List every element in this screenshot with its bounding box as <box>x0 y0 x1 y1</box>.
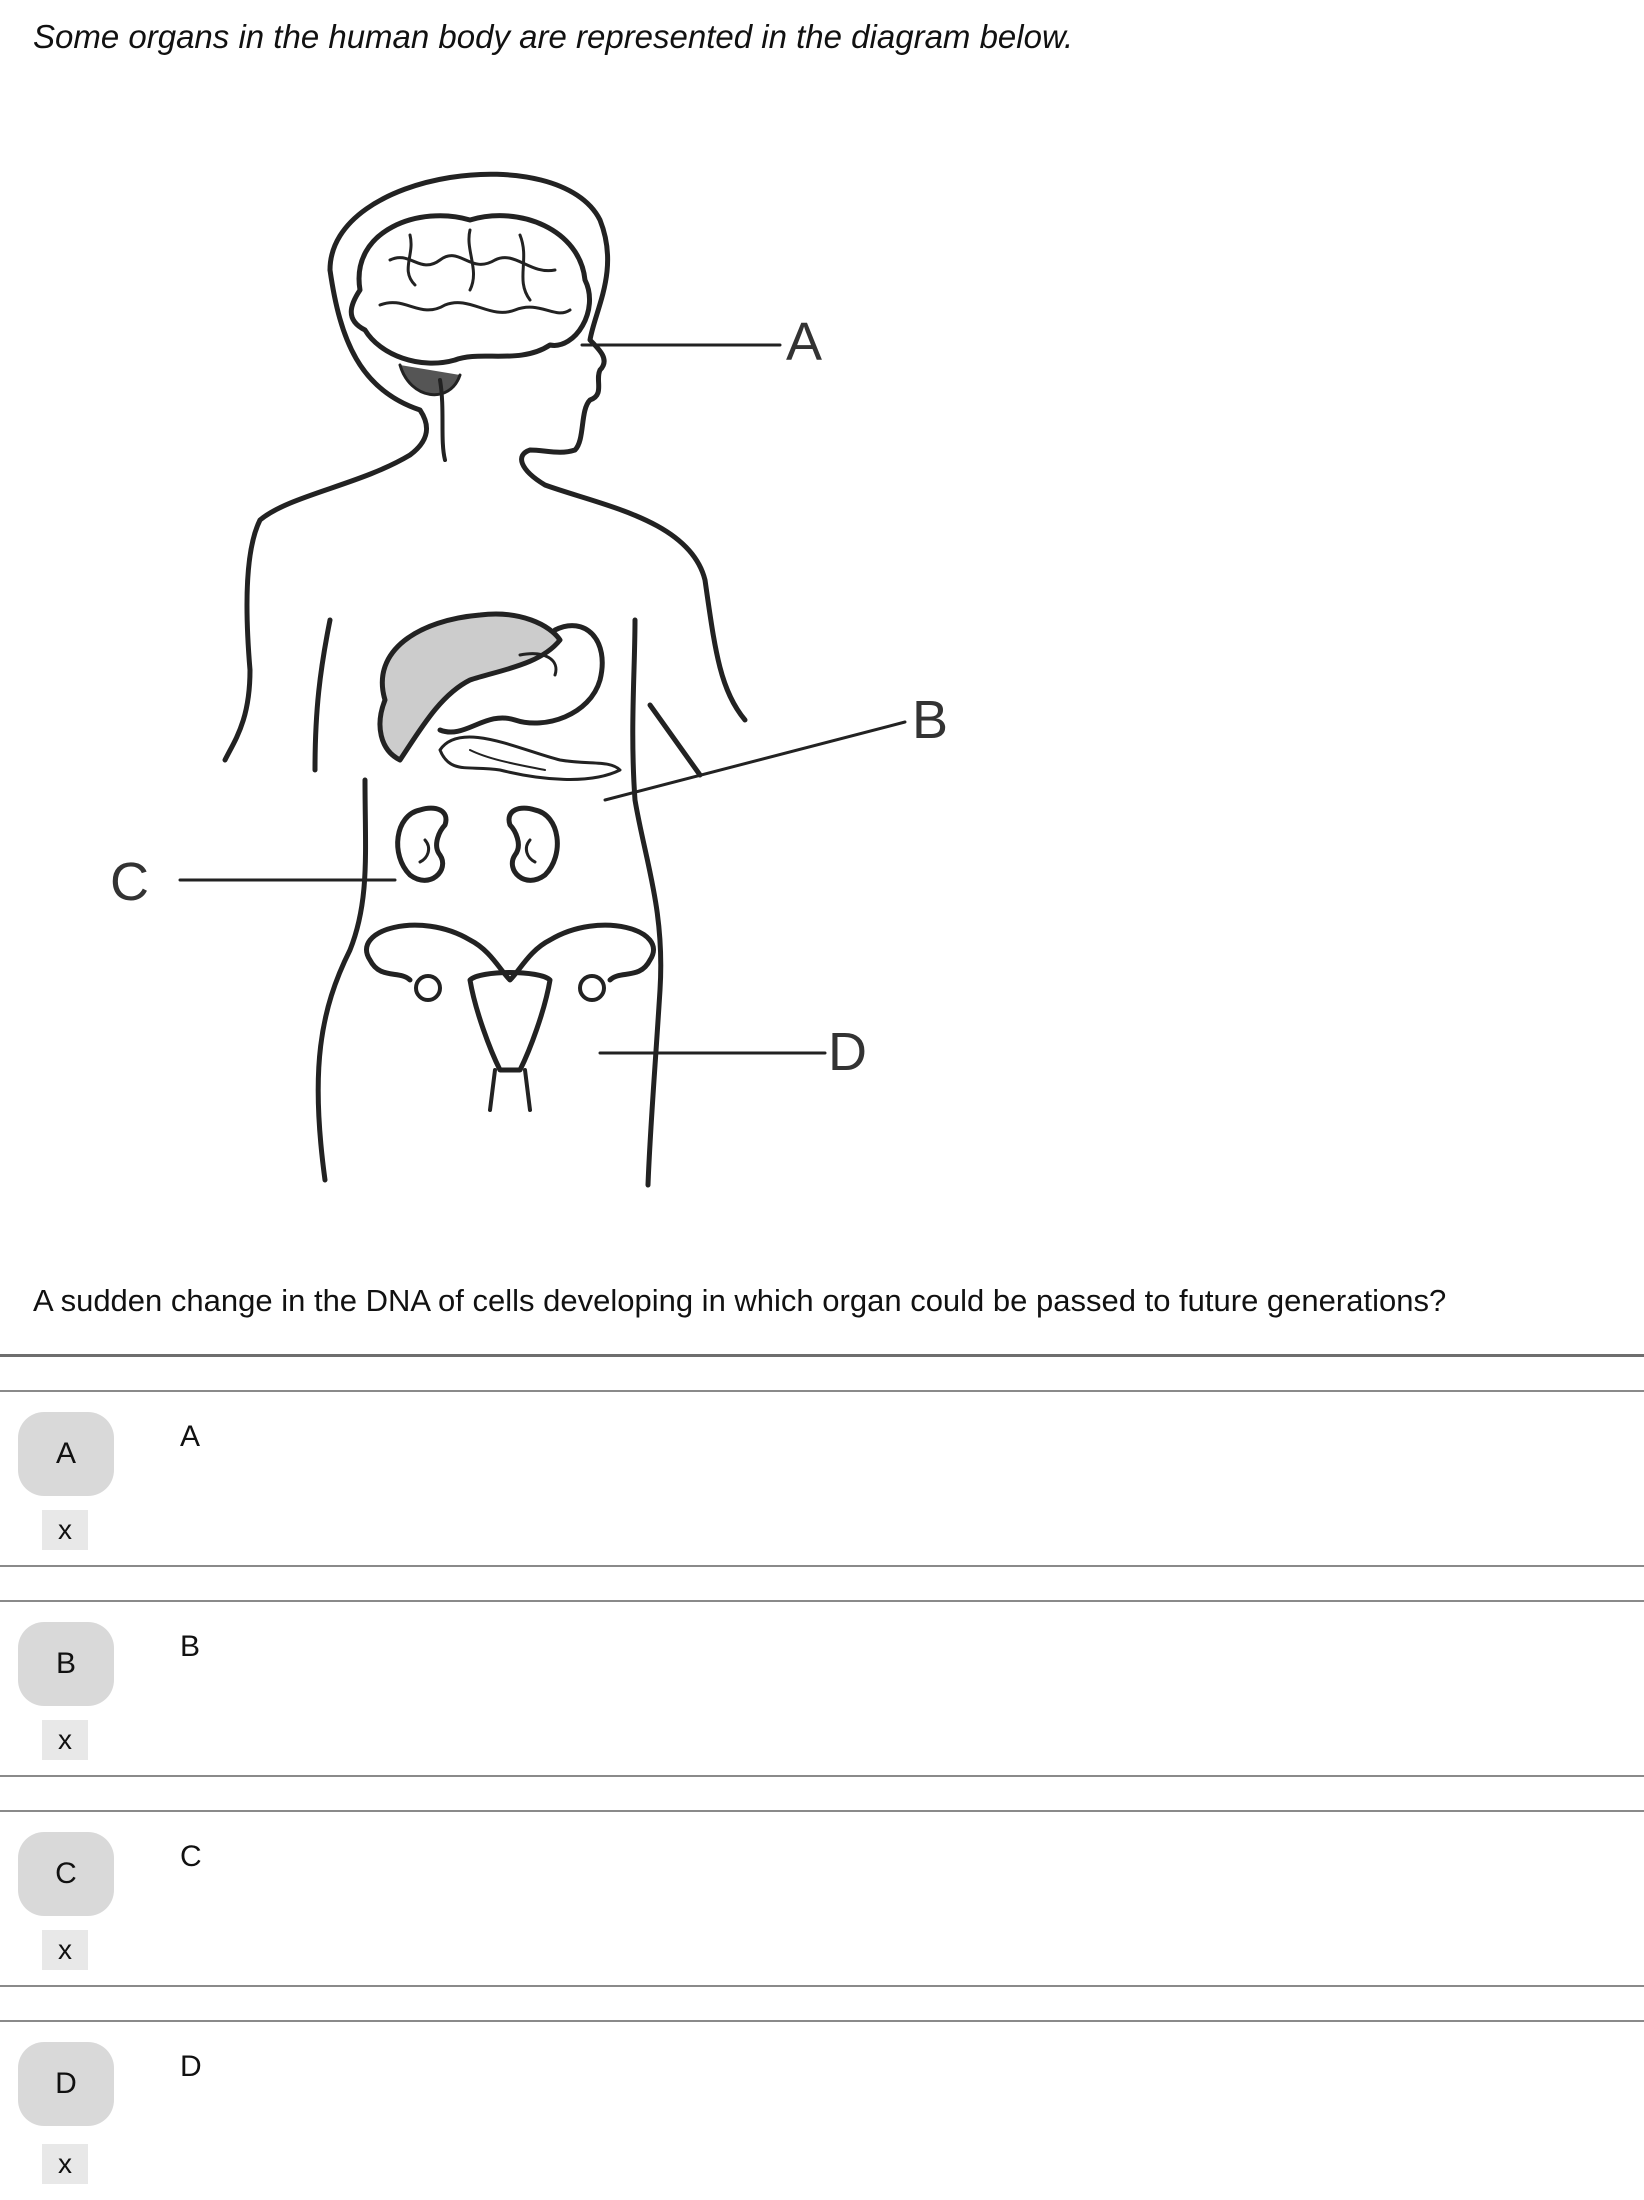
choice-text-c: C <box>180 1840 202 1873</box>
ovary-right <box>580 976 604 1000</box>
choice-divider-bottom <box>0 1985 1644 1987</box>
question-divider <box>0 1354 1644 1357</box>
answer-choice-c[interactable] <box>0 1810 1644 1990</box>
choice-letter-button-d[interactable]: D <box>18 2042 114 2126</box>
diagram-label-b: B <box>912 690 949 750</box>
human-organs-diagram <box>0 110 1100 1210</box>
ovary-left <box>416 976 440 1000</box>
choice-text-b: B <box>180 1630 201 1663</box>
question-text: A sudden change in the DNA of cells developing in which organ could be passed to future generations? <box>33 1283 1447 1318</box>
diagram-label-d: D <box>828 1022 867 1082</box>
choice-letter-button-b[interactable]: B <box>18 1622 114 1706</box>
eliminate-choice-a-button[interactable]: x <box>42 1510 88 1550</box>
answer-choice-a[interactable] <box>0 1390 1644 1570</box>
diagram-label-a: A <box>786 312 823 372</box>
choice-text-d: D <box>180 2050 202 2083</box>
choice-text-a: A <box>180 1420 201 1453</box>
cerebellum <box>400 365 460 395</box>
eliminate-choice-b-button[interactable]: x <box>42 1720 88 1760</box>
answer-choice-b[interactable] <box>0 1600 1644 1780</box>
eliminate-choice-c-button[interactable]: x <box>42 1930 88 1970</box>
choice-divider-bottom <box>0 1565 1644 1567</box>
diagram-label-c: C <box>110 852 149 912</box>
leader-line-b <box>605 722 905 800</box>
pancreas <box>440 737 620 779</box>
eliminate-choice-d-button[interactable]: x <box>42 2144 88 2184</box>
intro-text: Some organs in the human body are represented in the diagram below. <box>33 18 1074 55</box>
choice-letter-button-c[interactable]: C <box>18 1832 114 1916</box>
kidney-left <box>398 808 446 880</box>
choice-letter-button-a[interactable]: A <box>18 1412 114 1496</box>
answer-choice-d[interactable] <box>0 2020 1644 2200</box>
choice-divider-bottom <box>0 1775 1644 1777</box>
kidney-right <box>509 808 557 880</box>
